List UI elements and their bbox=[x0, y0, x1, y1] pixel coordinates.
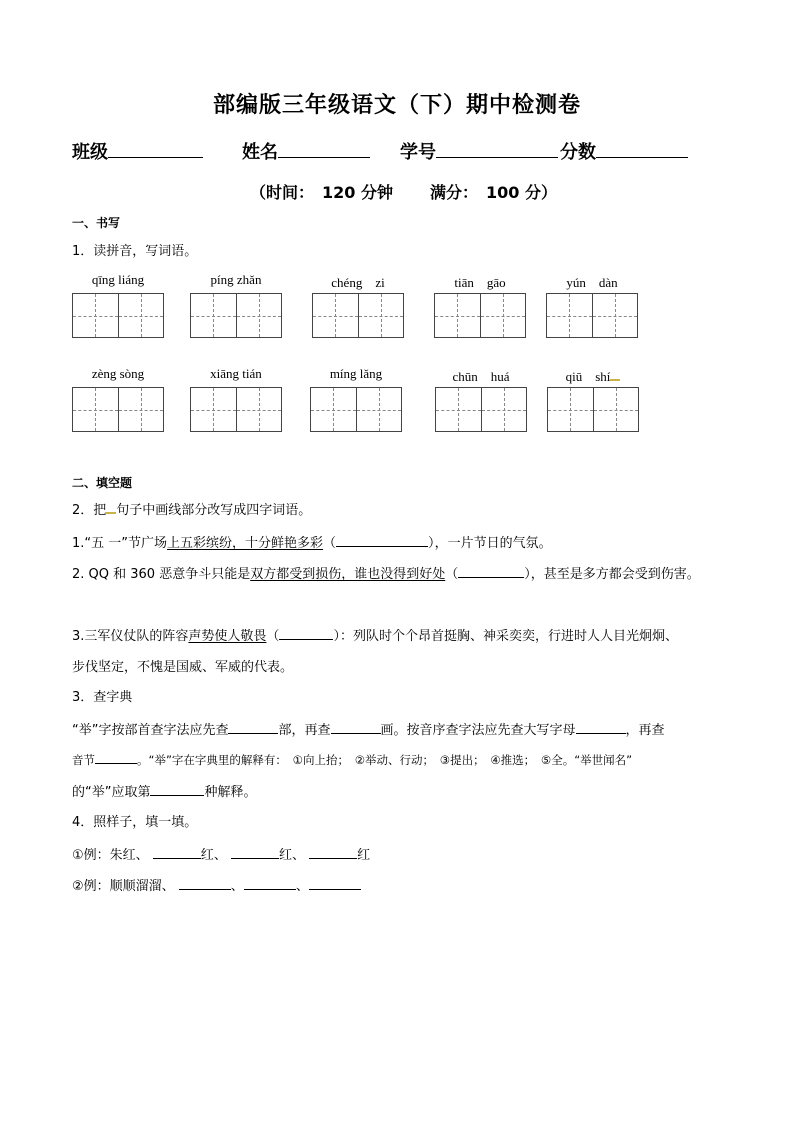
answer-blank[interactable] bbox=[153, 846, 201, 859]
answer-blank[interactable] bbox=[231, 846, 279, 859]
pinyin-label: míng lǎng bbox=[329, 366, 383, 381]
name-label: 姓名 bbox=[242, 142, 278, 163]
pinyin-label: xiāng tián bbox=[210, 366, 262, 381]
writing-grid[interactable] bbox=[435, 387, 527, 432]
answer-blank[interactable] bbox=[228, 721, 278, 734]
section1-heading: 一、书写 bbox=[72, 216, 121, 230]
example-1: ①例：朱红、 红、 红、 红 bbox=[72, 848, 371, 863]
answer-blank[interactable] bbox=[458, 565, 524, 578]
full-score-info: 满分： 100 分） bbox=[430, 183, 557, 202]
pinyin-label: chéng zi bbox=[331, 275, 385, 290]
writing-grid[interactable] bbox=[190, 293, 282, 338]
answer-blank[interactable] bbox=[309, 846, 357, 859]
answer-blank[interactable] bbox=[331, 721, 381, 734]
writing-grid[interactable] bbox=[190, 387, 282, 432]
writing-grid[interactable] bbox=[547, 387, 639, 432]
writing-grid[interactable] bbox=[434, 293, 526, 338]
question-4: 4．照样子，填一填。 bbox=[72, 815, 198, 830]
dictionary-line-3: 的“举”应取第 种解释。 bbox=[72, 785, 257, 800]
highlight-mark bbox=[106, 506, 116, 514]
sentence-2: 2. QQ 和 360 恶意争斗只能是双方都受到损伤，谁也没得到好处（ ），甚至是多方都会受到伤害。 bbox=[72, 567, 700, 582]
sentence-3: 3.三军仪仗队的阵容声势使人敬畏（ ）：列队时个个昂首挺胸、神采奕奕，行进时人人目光炯炯、 bbox=[72, 629, 678, 644]
pinyin-label: qiū shí bbox=[547, 366, 639, 385]
writing-grid[interactable] bbox=[546, 293, 638, 338]
pinyin-label: qīng liáng bbox=[91, 272, 145, 287]
pinyin-label: píng zhǎn bbox=[210, 272, 262, 287]
pinyin-label: chūn huá bbox=[452, 369, 510, 384]
time-info: （时间： 120 分钟 bbox=[250, 183, 393, 202]
score-field bbox=[560, 138, 688, 164]
answer-blank[interactable] bbox=[95, 751, 137, 764]
class-label: 班级 bbox=[72, 142, 108, 163]
name-blank[interactable] bbox=[278, 139, 370, 158]
score-label: 分数 bbox=[560, 142, 596, 163]
answer-blank[interactable] bbox=[309, 877, 361, 890]
writing-grid[interactable] bbox=[312, 293, 404, 338]
answer-blank[interactable] bbox=[150, 783, 204, 796]
writing-grid[interactable] bbox=[72, 387, 164, 432]
class-field bbox=[72, 138, 203, 164]
question-1: 1．读拼音，写词语。 bbox=[72, 244, 198, 259]
pinyin-label: tiān gāo bbox=[454, 275, 506, 290]
page-title: 部编版三年级语文（下）期中检测卷 bbox=[212, 93, 581, 118]
answer-blank[interactable] bbox=[336, 534, 428, 547]
name-field bbox=[242, 138, 370, 164]
number-blank[interactable] bbox=[436, 139, 558, 158]
example-2: ②例：顺顺溜溜、 、 、 bbox=[72, 875, 361, 894]
pinyin-label: zèng sòng bbox=[91, 366, 145, 381]
dictionary-line-1: “举”字按部首查字法应先查 部，再查 画。按音序查字法应先查大写字母 ，再查 bbox=[72, 723, 665, 738]
answer-blank[interactable] bbox=[576, 721, 626, 734]
question-2: 2．把 句子中画线部分改写成四字词语。 bbox=[72, 503, 312, 518]
number-field bbox=[400, 138, 558, 164]
section2-heading: 二、填空题 bbox=[72, 476, 133, 490]
number-label: 学号 bbox=[400, 142, 436, 163]
class-blank[interactable] bbox=[108, 139, 203, 158]
answer-blank[interactable] bbox=[279, 627, 333, 640]
pinyin-label: yún dàn bbox=[566, 275, 618, 290]
writing-grid[interactable] bbox=[310, 387, 402, 432]
sentence-1: 1.“五 一”节广场上五彩缤纷，十分鲜艳多彩（ ），一片节日的气氛。 bbox=[72, 536, 552, 551]
answer-blank[interactable] bbox=[244, 877, 296, 890]
score-blank[interactable] bbox=[596, 139, 688, 158]
question-3: 3．查字典 bbox=[72, 690, 133, 705]
writing-grid[interactable] bbox=[72, 293, 164, 338]
highlight-mark bbox=[610, 373, 620, 381]
sentence-3-line2: 步伐坚定，不愧是国威、军威的代表。 bbox=[72, 660, 294, 675]
dictionary-line-2: 音节 。“举”字在字典里的解释有： ①向上抬； ②举动、行动； ③提出； ④推选； ⑤全。“举世闻名” bbox=[72, 753, 633, 767]
answer-blank[interactable] bbox=[179, 877, 231, 890]
